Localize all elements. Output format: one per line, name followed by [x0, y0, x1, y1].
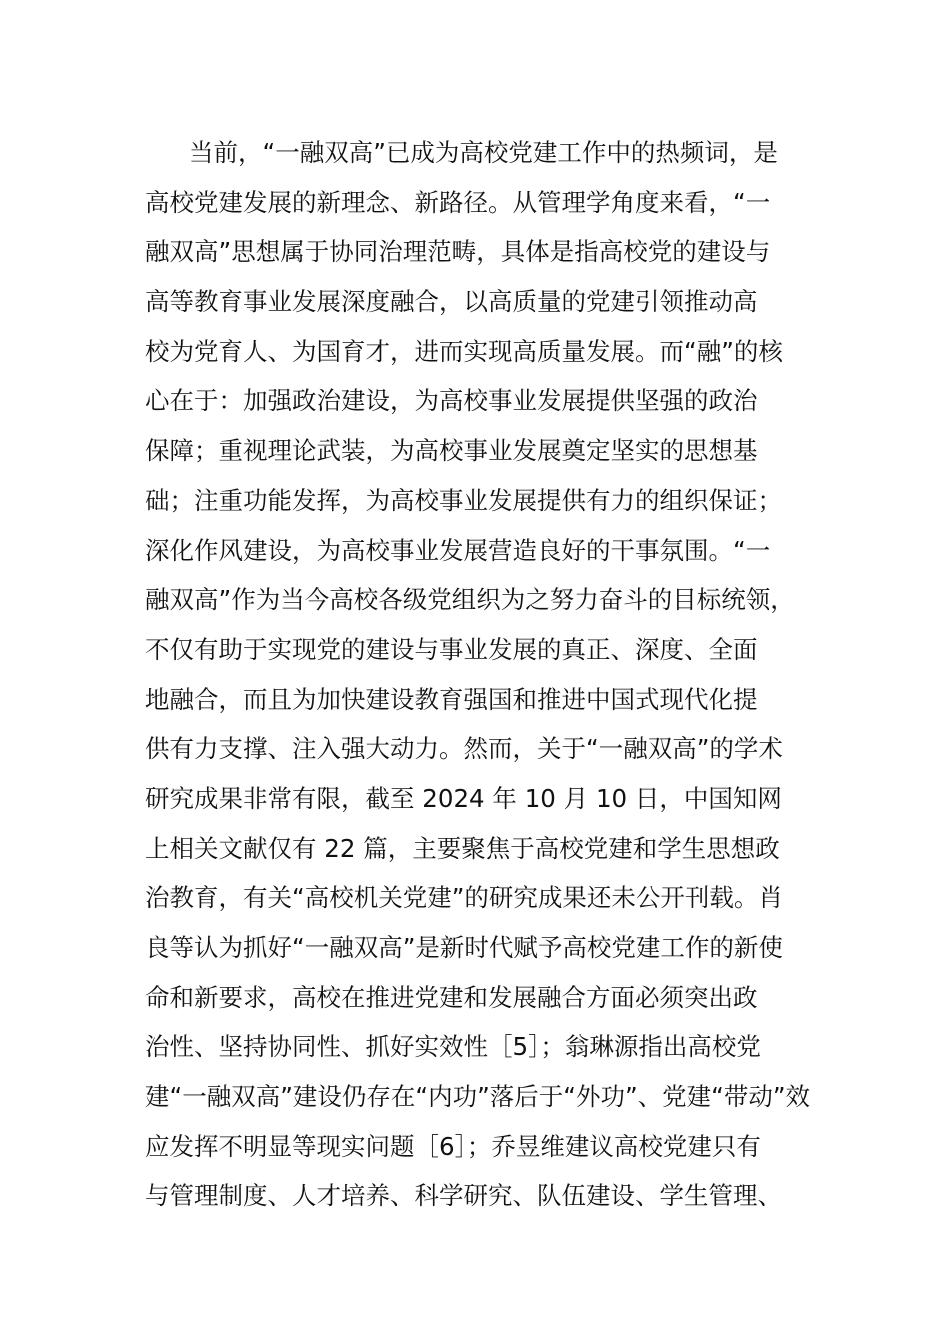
body-paragraph [145, 128, 825, 1221]
text-line: 上相关文献仅有 22 篇，主要聚焦于高校党建和学生思想政 [145, 833, 780, 863]
text-line: 融双高”思想属于协同治理范畴，具体是指高校党的建设与 [145, 237, 771, 267]
text-line: 与管理制度、人才培养、科学研究、队伍建设、学生管理、 [145, 1181, 782, 1211]
text-line: 建“一融双高”建设仍存在“内功”落后于“外功”、党建“带动”效 [145, 1082, 811, 1112]
text-line: 地融合，而且为加快建设教育强国和推进中国式现代化提 [145, 684, 758, 714]
text-line: 命和新要求，高校在推进党建和发展融合方面必须突出政 [145, 982, 758, 1012]
text-line: 研究成果非常有限，截至 2024 年 10 月 10 日，中国知网 [145, 783, 782, 813]
text-line: 当前，“一融双高”已成为高校党建工作中的热频词，是 [189, 138, 778, 167]
text-line: 础；注重功能发挥，为高校事业发展提供有力的组织保证； [145, 485, 782, 515]
text-line: 校为党育人、为国育才，进而实现高质量发展。而“融”的核 [145, 336, 783, 366]
text-line: 高校党建发展的新理念、新路径。从管理学角度来看，“一 [145, 187, 771, 217]
text-line: 治性、坚持协同性、抓好实效性［5］；翁琳源指出高校党 [145, 1032, 761, 1062]
text-line: 良等认为抓好“一融双高”是新时代赋予高校党建工作的新使 [145, 933, 783, 962]
text-line: 高等教育事业发展深度融合，以高质量的党建引领推动高 [145, 287, 758, 317]
text-line: 应发挥不明显等现实问题［6］；乔昱维建议高校党建只有 [145, 1131, 761, 1161]
text-line: 供有力支撑、注入强大动力。然而，关于“一融双高”的学术 [145, 734, 783, 764]
text-line: 深化作风建设，为高校事业发展营造良好的干事氛围。“一 [145, 535, 771, 565]
text-line: 心在于：加强政治建设，为高校事业发展提供坚强的政治 [145, 386, 758, 416]
text-line: 保障；重视理论武装，为高校事业发展奠定坚实的思想基 [145, 436, 758, 466]
text-line: 不仅有助于实现党的建设与事业发展的真正、深度、全面 [145, 634, 758, 664]
text-line: 治教育，有关“高校机关党建”的研究成果还未公开刊载。肖 [145, 883, 783, 913]
text-line: 融双高”作为当今高校各级党组织为之努力奋斗的目标统领， [145, 585, 795, 615]
